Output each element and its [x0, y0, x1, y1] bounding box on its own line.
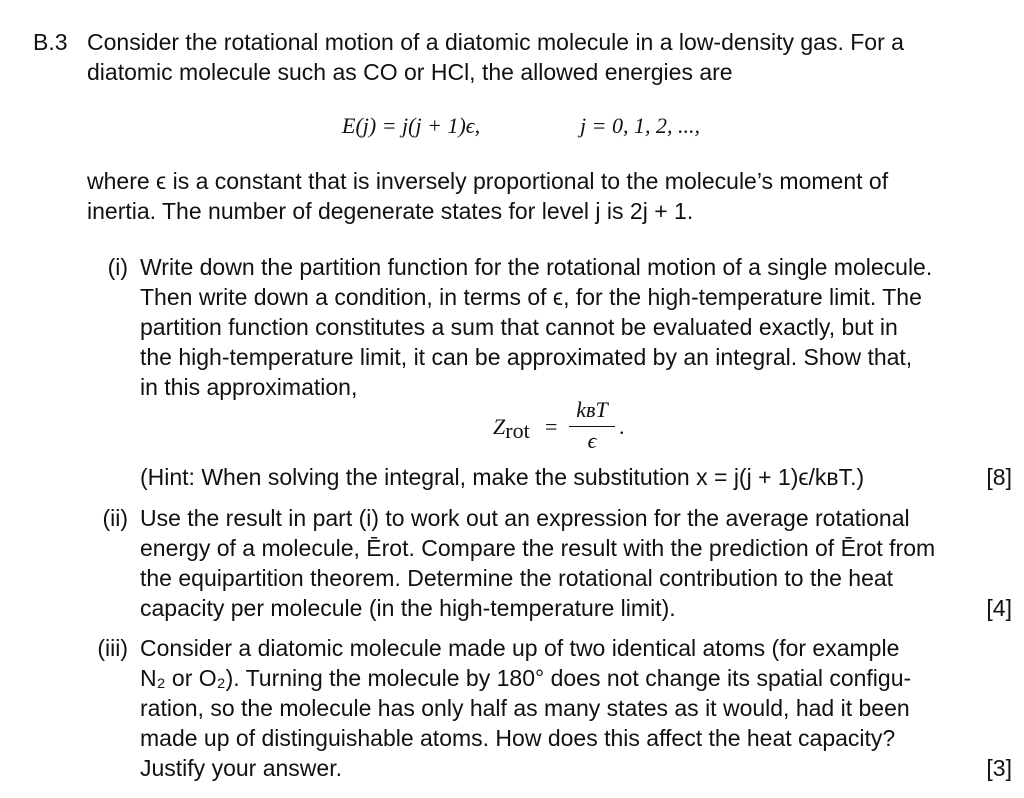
where-line-1: where ϵ is a constant that is inversely proportional to the molecule’s moment of — [87, 168, 889, 194]
part-i-line-5: in this approximation, — [140, 374, 358, 400]
part-iii-line-2: N₂ or O₂). Turning the molecule by 180° does not change its spatial configu- — [140, 665, 912, 691]
part-ii-line-4: capacity per molecule (in the high-temperature limit). — [140, 595, 676, 621]
intro-line-2: diatomic molecule such as CO or HCl, the allowed energies are — [87, 59, 733, 85]
part-i-hint: (Hint: When solving the integral, make the substitution x = j(j + 1)ϵ/kʙT.) — [140, 464, 865, 490]
fraction — [569, 396, 615, 455]
equation-period: . — [619, 414, 625, 439]
question-label: B.3 — [33, 29, 68, 55]
z-rot-symbol: $Z_{rot}$ — [493, 414, 530, 443]
part-i-marks: [8] — [986, 464, 1012, 490]
equals-sign: = — [545, 414, 558, 439]
part-iii-line-5: Justify your answer. — [140, 755, 342, 781]
part-i-label: (i) — [107, 254, 128, 280]
part-iii-marks: [3] — [986, 755, 1012, 781]
part-i-line-2: Then write down a condition, in terms of ϵ, for the high-temperature limit. The — [140, 284, 922, 310]
part-iii-line-1: Consider a diatomic molecule made up of two identical atoms (for example — [140, 635, 900, 661]
fraction-denominator: ϵ — [587, 428, 597, 453]
intro-line-1: Consider the rotational motion of a diatomic molecule in a low-density gas. For a — [87, 29, 904, 55]
part-iii-line-3: ration, so the molecule has only half as many states as it would, had it been — [140, 695, 910, 721]
where-line-2: inertia. The number of degenerate states for level j is 2j + 1. — [87, 198, 694, 224]
part-ii-label: (ii) — [102, 505, 128, 531]
part-iii-line-4: made up of distinguishable atoms. How does this affect the heat capacity? — [140, 725, 896, 751]
energy-formula: E(j) = j(j + 1)ϵ, — [342, 113, 481, 138]
part-ii-line-2: energy of a molecule, Ērot. Compare the result with the prediction of Ērot from — [140, 535, 936, 561]
part-ii-line-1: Use the result in part (i) to work out an expression for the average rotational — [140, 505, 910, 531]
part-i-line-4: the high-temperature limit, it can be approximated by an integral. Show that, — [140, 344, 913, 370]
part-ii-marks: [4] — [986, 595, 1012, 621]
part-i-line-1: Write down the partition function for the rotational motion of a single molecule. — [140, 254, 933, 280]
part-iii-label: (iii) — [97, 635, 128, 661]
part-i-line-3: partition function constitutes a sum that cannot be evaluated exactly, but in — [140, 314, 898, 340]
level-range: j = 0, 1, 2, ..., — [580, 113, 700, 138]
part-ii-line-3: the equipartition theorem. Determine the rotational contribution to the heat — [140, 565, 894, 591]
z-rot-subscript: rot — [505, 418, 530, 443]
fraction-numerator: kʙT — [576, 397, 608, 422]
